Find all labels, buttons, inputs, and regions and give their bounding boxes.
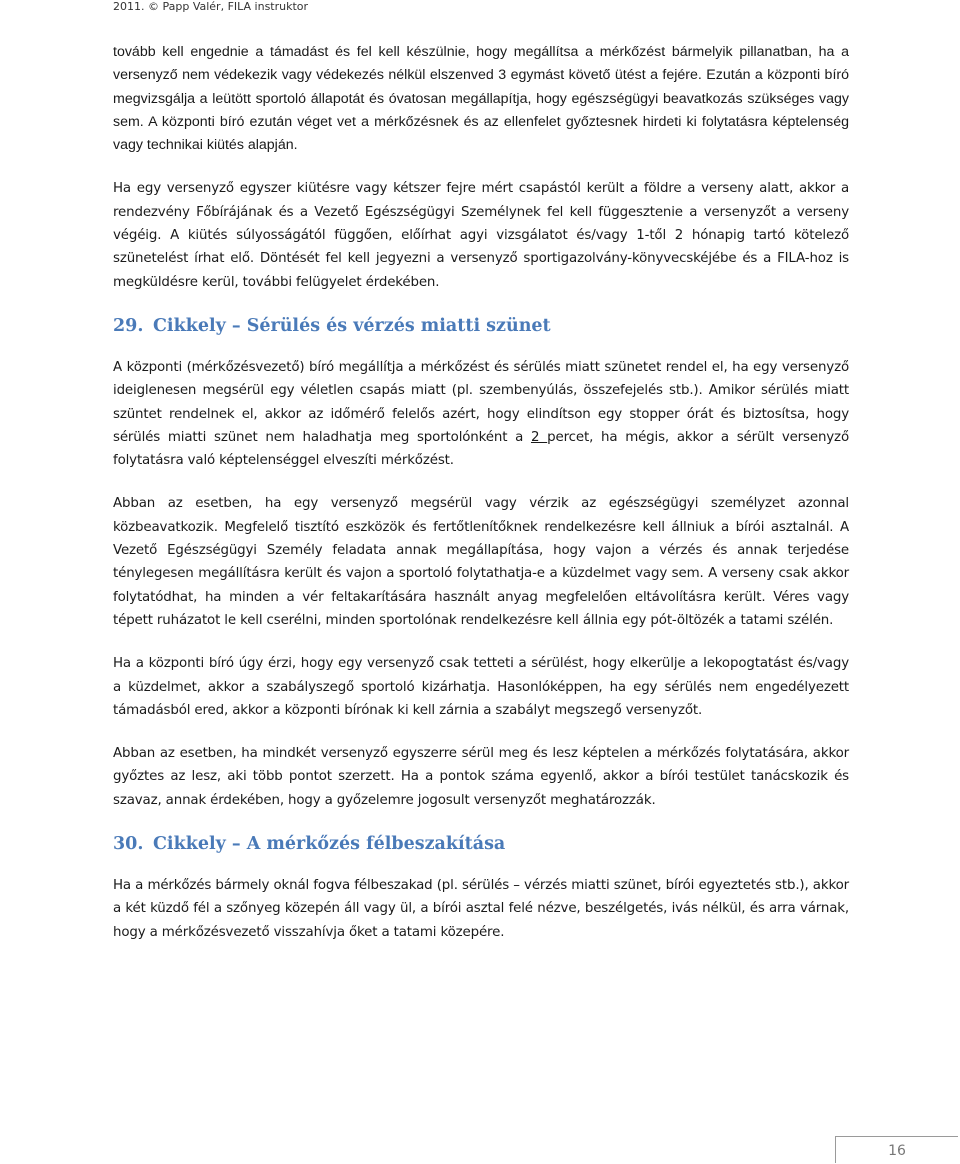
paragraph-knockout-part2: A központi bíró ezután véget vet a mérkőzésnek és az ellenfelet győztesnek hirdeti ki folytatásra képtelenség vagy technikai kiütés alapján. [113, 113, 849, 154]
paragraph-injury-break-part2: percet, ha mégis, akkor a sérült versenyző folytatásra való képtelenséggel elveszíti mérkőzést. [113, 429, 849, 469]
paragraph-interruption: Ha a mérkőzés bármely oknál fogva félbeszakad (pl. sérülés – vérzés miatti szünet, bírói egyeztetés stb.), akkor a két küzdő fél a szőnyeg közepén áll vagy ül, a bírói asztal felé nézve, beszélgetés, ivás nélkül, és arra várnak, hogy a mérkőzésvezető visszahívja őket a tatami közepére. [113, 878, 849, 940]
page-number-box [835, 1136, 958, 1163]
article-30-title: Cikkely – A mérkőzés félbeszakítása [153, 834, 506, 855]
page-header: 2011. © Papp Valér, FILA instruktor [113, 0, 309, 13]
article-29-title: Cikkely – Sérülés és vérzés miatti szünet [153, 315, 551, 336]
article-30-heading [113, 832, 849, 856]
page-number: 16 [888, 1143, 906, 1159]
paragraph-suspension: Ha egy versenyző egyszer kiütésre vagy kétszer fejre mért csapástól került a földre a verseny alatt, akkor a rendezvény Főbírájának és a Vezető Egészségügyi Személynek fel kell függesztenie a versenyzőt a verseny végéig. A kiütés súlyosságától függően, előírhat agyi vizsgálatot és/vagy 1-től 2 hónapig tartó kötelező szünetelést írhat elő. Döntését fel kell jegyezni a versenyző sportigazolvány-könyvecskéjébe és a FILA-hoz is megküldésre kerül, további felügyelet érdekében. [113, 181, 849, 290]
paragraph-bleeding: Abban az esetben, ha egy versenyző megsérül vagy vérzik az egészségügyi személyzet azonnal közbeavatkozik. Megfelelő tisztító eszközök és fertőtlenítőknek rendelkezésre kell állniuk a bírói asztalnál. A Vezető Egészségügyi Személy feladata annak megállapítása, hogy vajon a vérzés és annak terjedése ténylegesen megállításra került és vajon a sportoló folytathatja-e a küzdelmet vagy sem. A verseny csak akkor folytatódhat, ha minden a vér feltakarítására használt anyag megfelelően eltávolításra került. Véres vagy tépett ruházatot le kell cserélni, minden sportolónak rendelkezésre kell állnia egy pót-öltözék a tatami szélén. [113, 496, 849, 628]
paragraph-double-injury: Abban az esetben, ha mindkét versenyző egyszerre sérül meg és lesz képtelen a mérkőzés folytatására, akkor győztes az lesz, aki több pontot szerzett. Ha a pontok száma egyenlő, akkor a bírói testület tanácskozik és szavaz, annak érdekében, hogy a győzelemre jogosult versenyzőt meghatározzák. [113, 746, 849, 808]
paragraph-injury-break-part1: A központi (mérkőzésvezető) bíró megállítja a mérkőzést és sérülés miatt szünetet rendel el, ha egy versenyző ideiglenesen megsérül egy véletlen csapás miatt (pl. szembenyúlás, összefejelés stb.). Amikor sérülés miatt szüntet rendelnek el, akkor az időmérő felelős azért, hogy elindítson egy stopper órát és biztosítsa, hogy sérülés miatti szünet nem haladhatja meg sportolónként a [113, 359, 849, 445]
paragraph-injury-break [113, 356, 849, 472]
paragraph-knockout [113, 41, 849, 157]
paragraph-knockout-part1: tovább kell engednie a támadást és fel kell készülnie, hogy megállítsa a mérkőzést bármelyik pillanatban, ha a versenyző nem védekezik vagy védekezés nélkül elszenved 3 egymást követő ütést a fejére. Ezután a központi bíró megvizsgálja a leütött sportoló állapotát és óvatosan megállapítja, hogy egészségügyi beavatkozás szükséges vagy sem. [113, 44, 849, 130]
article-29-heading [113, 314, 849, 338]
article-29-number: 29. [113, 315, 144, 336]
article-30-number: 30. [113, 834, 144, 855]
document-body [113, 41, 849, 964]
injury-minutes-underlined: 2 [530, 429, 548, 445]
paragraph-feigned-injury: Ha a központi bíró úgy érzi, hogy egy versenyző csak tetteti a sérülést, hogy elkerülje a lekopogtatást és/vagy a küzdelmet, akkor a szabályszegő sportoló kizárhatja. Hasonlóképpen, ha egy sérülés nem engedélyezett támadásból ered, akkor a központi bírónak ki kell zárnia a szabályt megszegő versenyzőt. [113, 656, 849, 718]
